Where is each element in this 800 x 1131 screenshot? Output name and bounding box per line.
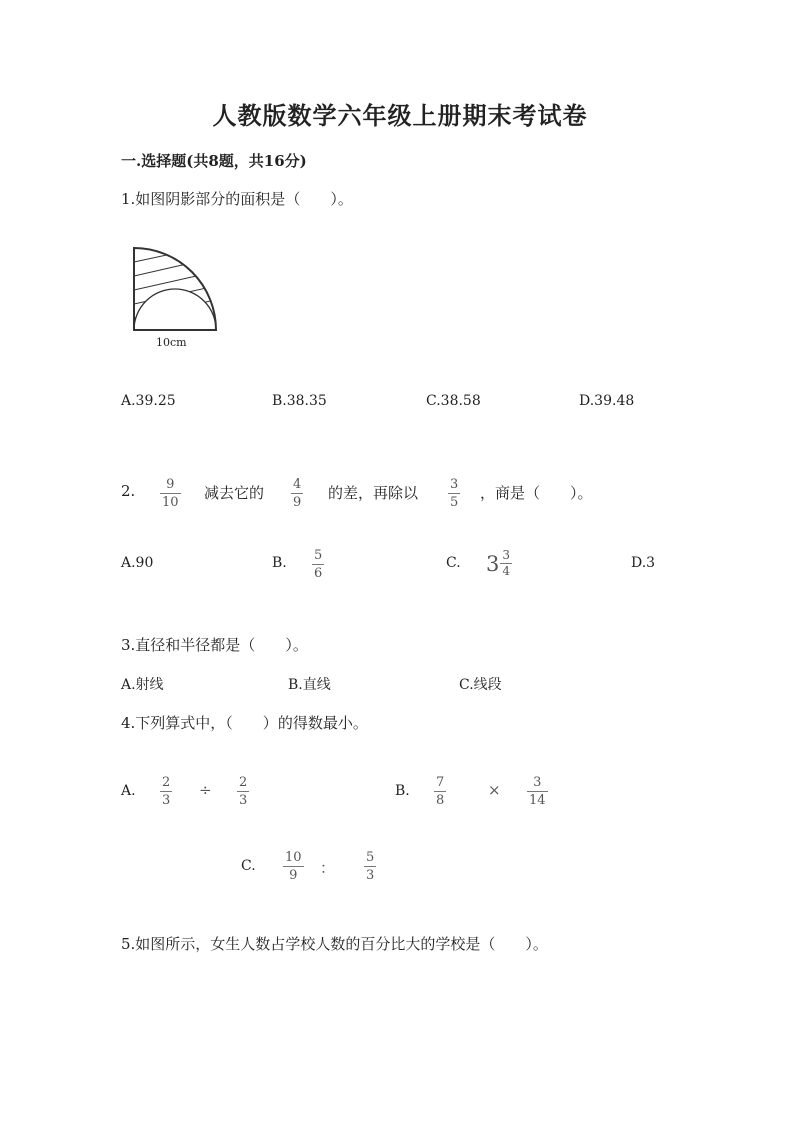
q4-b-f1-num: 7	[436, 775, 445, 790]
q2-text-2: 的差，再除以	[328, 484, 419, 502]
q2-option-c-num: 3	[502, 548, 511, 562]
q4-option-b-operator: ×	[488, 781, 501, 799]
q1-option-d[interactable]: D.39.48	[579, 393, 635, 409]
q2-number: 2.	[121, 482, 136, 500]
fraction-bar	[160, 791, 172, 792]
q4-option-a-fraction-1	[160, 775, 172, 808]
q2-text-3: ，商是（ ）。	[480, 484, 593, 502]
fraction-bar	[312, 564, 324, 565]
q4-a-f1-den: 3	[162, 793, 171, 808]
fraction-bar	[364, 866, 376, 867]
q4-b-f2-den: 14	[529, 793, 546, 808]
q2-text-1: 减去它的	[204, 484, 265, 502]
fraction-bar	[291, 493, 303, 494]
q2-fraction-3-den: 5	[450, 495, 459, 510]
q2-option-c-label[interactable]: C.	[446, 555, 461, 571]
fraction-bar	[434, 791, 446, 792]
q4-option-c-operator: ：	[320, 859, 336, 877]
q4-option-c-fraction-1	[283, 850, 304, 883]
q2-fraction-1-den: 10	[162, 495, 179, 510]
q4-b-f2-num: 3	[533, 775, 542, 790]
q1-option-c[interactable]: C.38.58	[426, 393, 481, 409]
q4-option-c-label[interactable]: C.	[241, 858, 256, 874]
q1-figure-quarter-circle	[120, 240, 230, 335]
q4-c-f2-den: 3	[366, 868, 375, 883]
q4-stem: 4.下列算式中，（ ）的得数最小。	[121, 714, 368, 732]
q2-fraction-2-den: 9	[293, 495, 302, 510]
q2-fraction-2-num: 4	[293, 477, 302, 492]
q4-option-c-fraction-2	[364, 850, 376, 883]
q4-a-f2-num: 2	[239, 775, 248, 790]
q2-option-c-mixed-number	[486, 549, 512, 578]
q4-b-f1-den: 8	[436, 793, 445, 808]
q2-fraction-1	[160, 477, 181, 510]
q4-option-a-fraction-2	[237, 775, 249, 808]
q2-fraction-1-num: 9	[166, 477, 175, 492]
q1-option-a[interactable]: A.39.25	[121, 393, 176, 409]
q2-option-b-label[interactable]: B.	[272, 555, 287, 571]
q4-a-f2-den: 3	[239, 793, 248, 808]
q4-option-a-operator: ÷	[199, 781, 212, 799]
q2-option-a[interactable]: A.90	[121, 555, 154, 571]
q4-option-b-fraction-1	[434, 775, 446, 808]
q1-inner-semicircle	[134, 289, 216, 330]
q2-option-b-fraction	[312, 548, 324, 581]
q3-option-a[interactable]: A.射线	[121, 677, 164, 693]
q2-option-b-den: 6	[314, 566, 323, 581]
q3-stem: 3.直径和半径都是（ ）。	[121, 636, 308, 654]
fraction-bar	[448, 493, 460, 494]
q4-option-a-label[interactable]: A.	[121, 783, 136, 799]
q4-c-f1-num: 10	[285, 850, 302, 865]
q3-option-c[interactable]: C.线段	[459, 677, 502, 693]
q5-stem: 5.如图所示，女生人数占学校人数的百分比大的学校是（ ）。	[121, 935, 548, 953]
q1-figure-label: 10cm	[156, 336, 187, 349]
fraction-bar	[283, 866, 304, 867]
q2-option-c-whole: 3	[486, 551, 500, 576]
fraction-bar	[237, 791, 249, 792]
q2-option-d[interactable]: D.3	[631, 555, 656, 571]
q4-c-f2-num: 5	[366, 850, 375, 865]
q3-option-b[interactable]: B.直线	[288, 677, 331, 693]
q2-fraction-3-num: 3	[450, 477, 459, 492]
q2-option-c-den: 4	[502, 564, 511, 578]
q2-option-c-fraction	[500, 549, 512, 578]
q4-a-f1-num: 2	[162, 775, 171, 790]
q1-option-b[interactable]: B.38.35	[272, 393, 327, 409]
section-heading: 一.选择题(共8题，共16分)	[121, 152, 307, 170]
q2-fraction-2	[291, 477, 303, 510]
q4-option-b-fraction-2	[527, 775, 548, 808]
q1-stem: 1.如图阴影部分的面积是（ ）。	[121, 190, 353, 208]
q4-option-b-label[interactable]: B.	[395, 783, 410, 799]
fraction-bar	[527, 791, 548, 792]
q2-option-b-num: 5	[314, 548, 323, 563]
fraction-bar	[160, 493, 181, 494]
q4-c-f1-den: 9	[289, 868, 298, 883]
q2-fraction-3	[448, 477, 460, 510]
exam-title: 人教版数学六年级上册期末考试卷	[212, 101, 588, 130]
